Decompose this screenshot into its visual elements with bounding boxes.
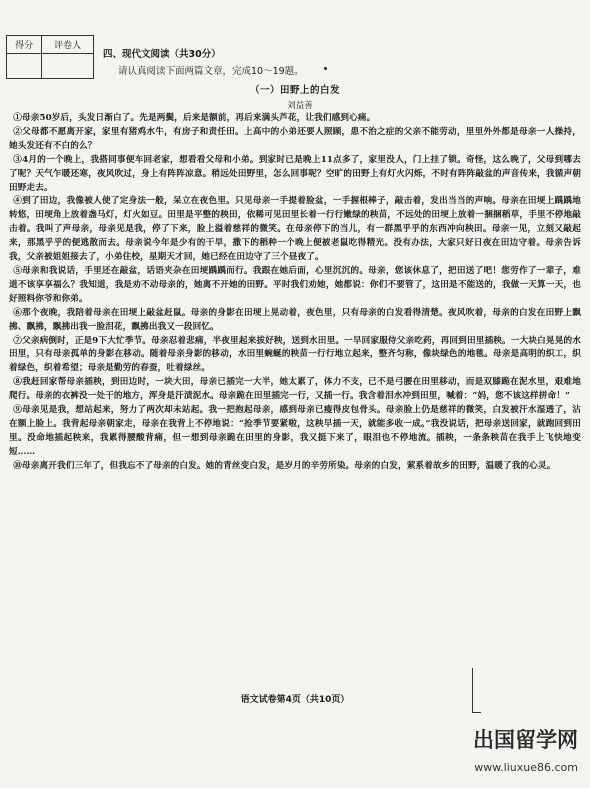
paragraph-7: ⑦父亲病倒时，正是9下大忙季节。母亲忍着悲痛，半夜里起来拔好秧，送到水田里。一早回家服侍父亲吃药，再回到田里插秧。一大块白晃晃的水田里，只有母亲孤单的身影在移动。随着母亲身影的移动，水田里蜿蜒的秧苗一行行地立起来，整齐匀称，像块绿色的地毯。母亲是高明的织工，织着绿色，织着希望；母亲是勤劳的春蚕，吐着绿丝。 [9, 335, 581, 374]
section-title: 四、现代文阅读（共30分） [103, 49, 221, 60]
grader-cell[interactable] [42, 54, 94, 79]
paragraph-4: ④到了田边，我像被人使了定身法一般，呆立在夜色里。只见母亲一手提着脸盆，一手握根棒子，敲击着，发出当当的声响。母亲在田埂上踽踽地转悠，田埂角上放着盏马灯，灯火如豆。田里是平整的秧田，依稀可见田里长着一行行嫩绿的秧苗，不远处的田埂上放着一捆捆稻草，手里不停地敲击着。我叫了声母亲，母亲见是我，停了下来，脸上溢着慈祥的微笑。在母亲停下的当儿，有一群黑乎乎的东西冲向秧田。母亲一见，立刻又敲起来，那黑乎乎的便逃散而去。母亲说今年是少有的干旱，撒下的稻种一个晚上便被老鼠吃得精光。没有办法，大家只好日夜在田边守着。母亲告诉我，父亲被姐姐接去了，小弟住校，星期天才回，她已经在田边守了三个昼夜了。 [9, 196, 581, 263]
paragraph-2: ②父母都不愿离开家，家里有猪鸡水牛，有房子和责任田。上高中的小弟还要人照顾，患不治之症的父亲不能劳动，里里外外都是母亲一人操持，她头发还有不白的么？ [9, 126, 581, 151]
paragraph-6: ⑥那个夜晚，我陪着母亲在田埂上敲盆赶鼠。母亲的身影在田埂上晃动着，夜色里，只有母亲的白发看得清楚。夜风吹着，母亲的白发在田野上飘拂、飘拂，飘拂出我一脸泪花，飘拂出我又一段回忆。 [9, 307, 581, 332]
article-author: 刘益善 [287, 101, 313, 111]
score-cell[interactable] [7, 54, 42, 79]
paragraph-5: ⑤母亲和我说话，手里还在敲盆，话语夹杂在田埂踽踽而行。我跟在她后面，心里沉沉的。母亲，您该休息了，把田送了吧！您劳作了一辈子，难道不该享享福么？我知道，我是劝不动母亲的，她离不开她的田野。平时我们劝她，她都说：你们不要管了，这田是不能送的，我做一天算一天，也好照料你爷和你弟。 [9, 265, 581, 304]
paragraph-1: ①母亲50岁后，头发日渐白了。先是两鬓，后来是额前，再后来满头芦花，让我们感到心痛。 [13, 113, 376, 123]
paragraph-8: ⑧我赶回家帮母亲插秧，到田边时，一块大田，母亲已插完一大半，她太累了，体力不支，已不是弓腰在田里移动，而是双膝跪在泥水里，艰难地爬行。母亲的衣裤没一处干的地方，浑身是汗渍泥水。母亲跪在田里插完一行，又插一行。我含着泪水冲到田里，喊着：“妈，您不该这样拼命！” [9, 377, 581, 402]
score-label: 得分 [7, 36, 42, 54]
score-box [6, 35, 94, 79]
ink-dot [324, 67, 327, 70]
article-title: （一）田野上的白发 [249, 85, 340, 96]
grader-label: 评卷人 [42, 36, 94, 54]
watermark-name: 出国留学网 [473, 728, 578, 752]
paragraph-9: ⑨母亲见是我，想站起来，努力了两次却未站起。我一把抱起母亲，感到母亲已瘦得皮包骨头。母亲脸上仍是慈祥的微笑，白发被汗水湿透了，沾在额上脸上。我背起母亲朝家走，母亲在我背上不停地说：“抢季节要紧啦，这秧早插一天，就能多收一成。”我没说话，把母亲送回家，就跑回到田里。没命地插起秧来，我累得腰酸背痛，但一想到母亲跪在田里的身影，我又挺下来了，眼泪也不停地流。插秧，一条条秧苗在我手上飞快地变短…… [9, 405, 581, 457]
watermark-url: www.liuxue86.com [474, 761, 578, 774]
margin-bracket [472, 668, 481, 713]
section-instruction: 请认真阅读下面两篇文章，完成10～19题。 [118, 66, 304, 77]
paragraph-3: ③4月的一个晚上，我搭同事便车回老家，想看看父母和小弟。到家时已是晚上11点多了，家里没人，门上挂了锁。奇怪，这么晚了，父母到哪去了呢？天气乍暖还寒，夜风吹过，身上有阵阵凉意。稍远处田野里，怎么回事呢？空旷的田野上有灯火闪烁，不时有阵阵敲盆的声音传来，我循声朝田野走去。 [9, 154, 581, 193]
paragraph-10: ⑩母亲离开我们三年了，但我忘不了母亲的白发。她的青丝变白发，是岁月的辛劳所染。母亲的白发，萦系着故乡的田野，温暖了我的心灵。 [13, 460, 556, 471]
page-footer: 语文试卷第4页（共10页） [240, 695, 350, 705]
article-body [9, 112, 581, 474]
